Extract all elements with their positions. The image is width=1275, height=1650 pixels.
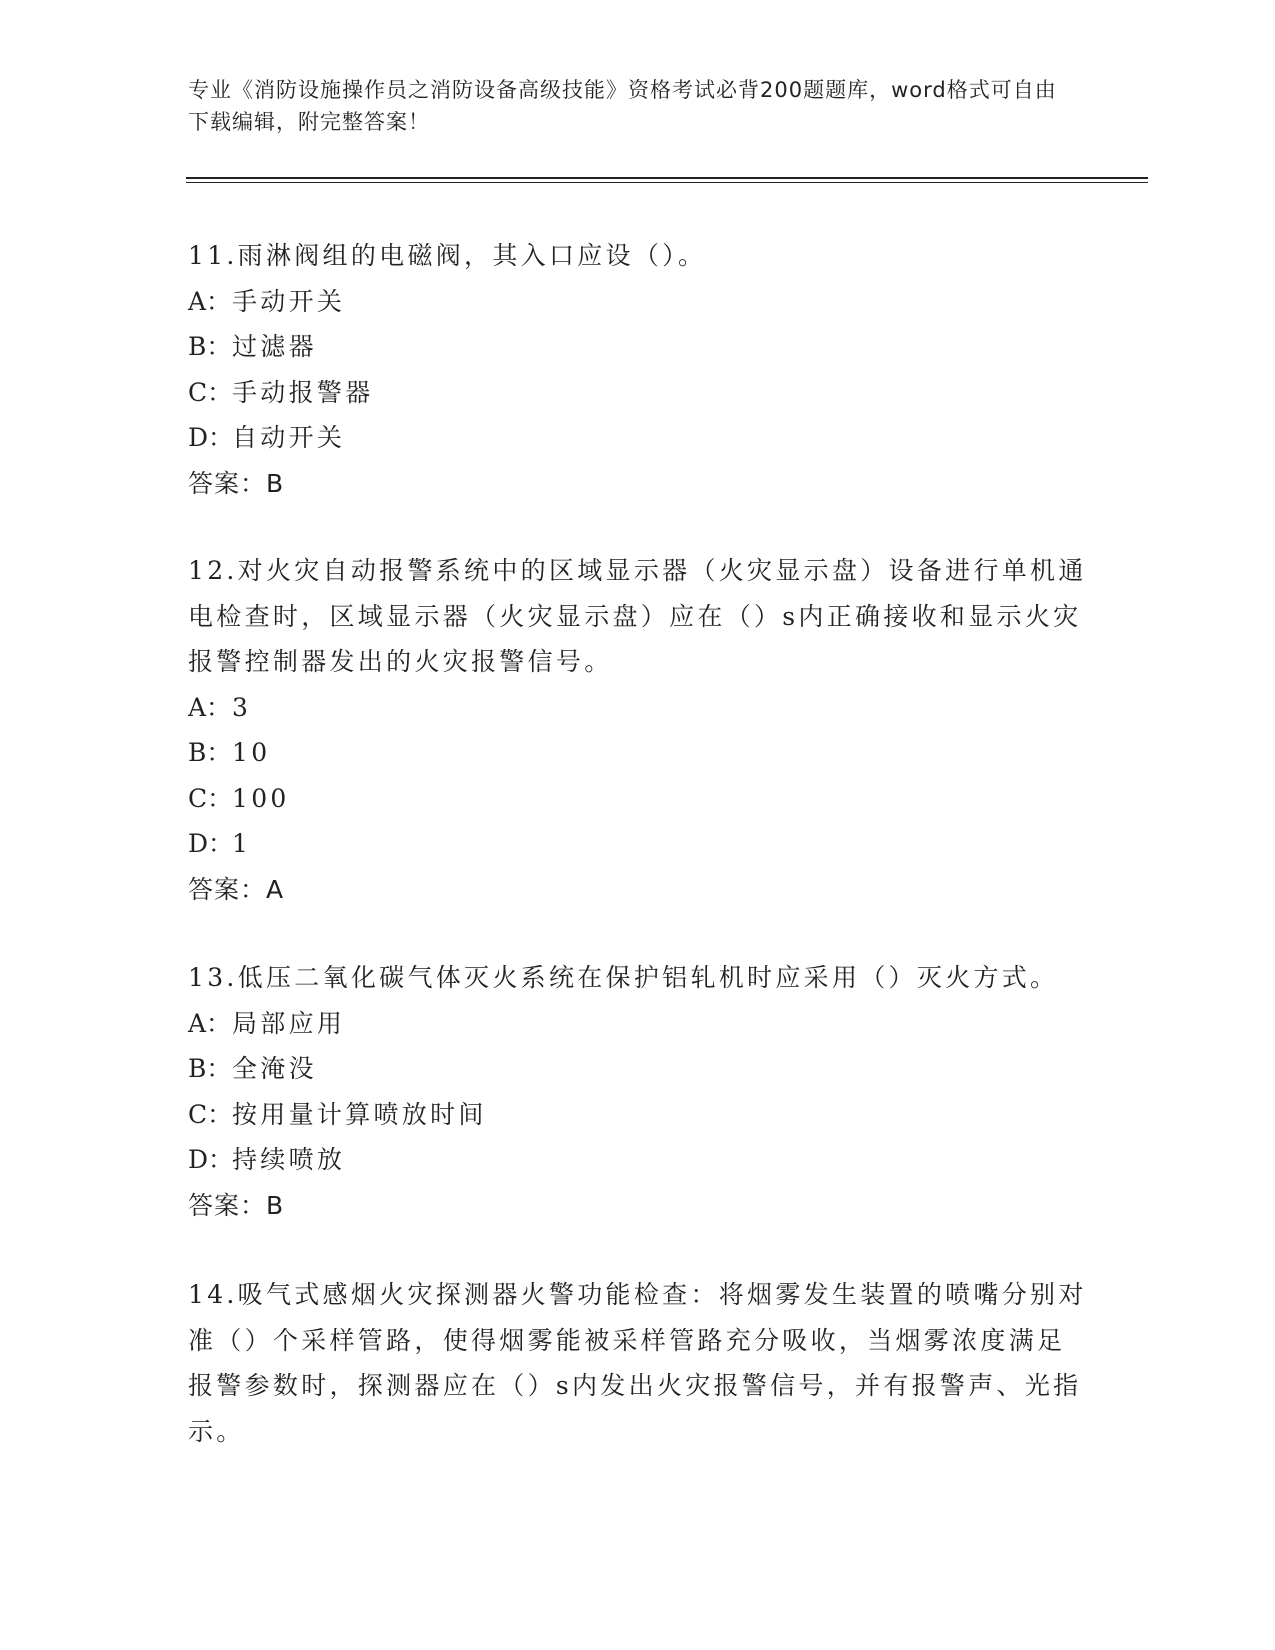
option-c xyxy=(188,776,1088,822)
option-a xyxy=(188,1001,1088,1047)
option-text: 10 xyxy=(232,738,271,767)
option-d xyxy=(188,415,1088,461)
question-text: 12.对火灾自动报警系统中的区域显示器（火灾显示盘）设备进行单机通电检查时，区域显示器（火灾显示盘）应在（）s内正确接收和显示火灾报警控制器发出的火灾报警信号。 xyxy=(188,556,1087,676)
option-key: B： xyxy=(188,738,232,767)
option-text: 手动报警器 xyxy=(232,377,374,407)
option-b xyxy=(188,324,1088,370)
option-b xyxy=(188,1046,1088,1092)
option-c xyxy=(188,1092,1088,1138)
option-key: B： xyxy=(188,1054,232,1083)
option-text: 1 xyxy=(232,829,252,858)
option-b xyxy=(188,730,1088,776)
option-text: 100 xyxy=(232,783,290,813)
answer: 答案：B xyxy=(188,1190,285,1220)
option-d xyxy=(188,821,1088,867)
answer: 答案：A xyxy=(188,874,285,904)
option-key: C： xyxy=(188,377,233,407)
question-11 xyxy=(188,233,1088,506)
option-key: A： xyxy=(188,692,232,722)
question-text: 14.吸气式感烟火灾探测器火警功能检查：将烟雾发生装置的喷嘴分别对准（）个采样管路，使得烟雾能被采样管路充分吸收，当烟雾浓度满足报警参数时，探测器应在（）s内发出火灾报警信号，并有报警声、光指示。 xyxy=(188,1280,1087,1446)
question-13 xyxy=(188,955,1088,1228)
answer: 答案：B xyxy=(188,468,285,498)
document-header xyxy=(188,74,1068,138)
option-text: 手动开关 xyxy=(232,286,346,316)
question-12 xyxy=(188,548,1088,912)
option-key: D： xyxy=(188,423,234,452)
option-key: B： xyxy=(188,332,232,361)
option-text: 按用量计算喷放时间 xyxy=(232,1099,487,1129)
header-title: 专业《消防设施操作员之消防设备高级技能》资格考试必背200题题库，word格式可自由下载编辑，附完整答案！ xyxy=(188,78,1057,134)
option-key: D： xyxy=(188,1145,234,1174)
question-text: 11.雨淋阀组的电磁阀，其入口应设（）。 xyxy=(188,241,707,270)
option-text: 3 xyxy=(232,692,252,722)
option-text: 自动开关 xyxy=(232,423,346,452)
header-divider-thick xyxy=(186,177,1148,179)
option-text: 局部应用 xyxy=(232,1008,346,1038)
header-divider-thin xyxy=(186,182,1148,183)
option-key: C： xyxy=(188,783,233,813)
option-a xyxy=(188,279,1088,325)
option-key: C： xyxy=(188,1099,233,1129)
option-key: A： xyxy=(188,1008,232,1038)
option-a xyxy=(188,685,1088,731)
question-text: 13.低压二氧化碳气体灭火系统在保护铝轧机时应采用（）灭火方式。 xyxy=(188,963,1059,992)
option-d xyxy=(188,1137,1088,1183)
option-text: 全淹没 xyxy=(232,1054,317,1083)
option-key: A： xyxy=(188,286,232,316)
option-key: D： xyxy=(188,829,234,858)
option-text: 持续喷放 xyxy=(232,1145,346,1174)
option-text: 过滤器 xyxy=(232,332,317,361)
option-c xyxy=(188,370,1088,416)
question-14 xyxy=(188,1272,1088,1454)
